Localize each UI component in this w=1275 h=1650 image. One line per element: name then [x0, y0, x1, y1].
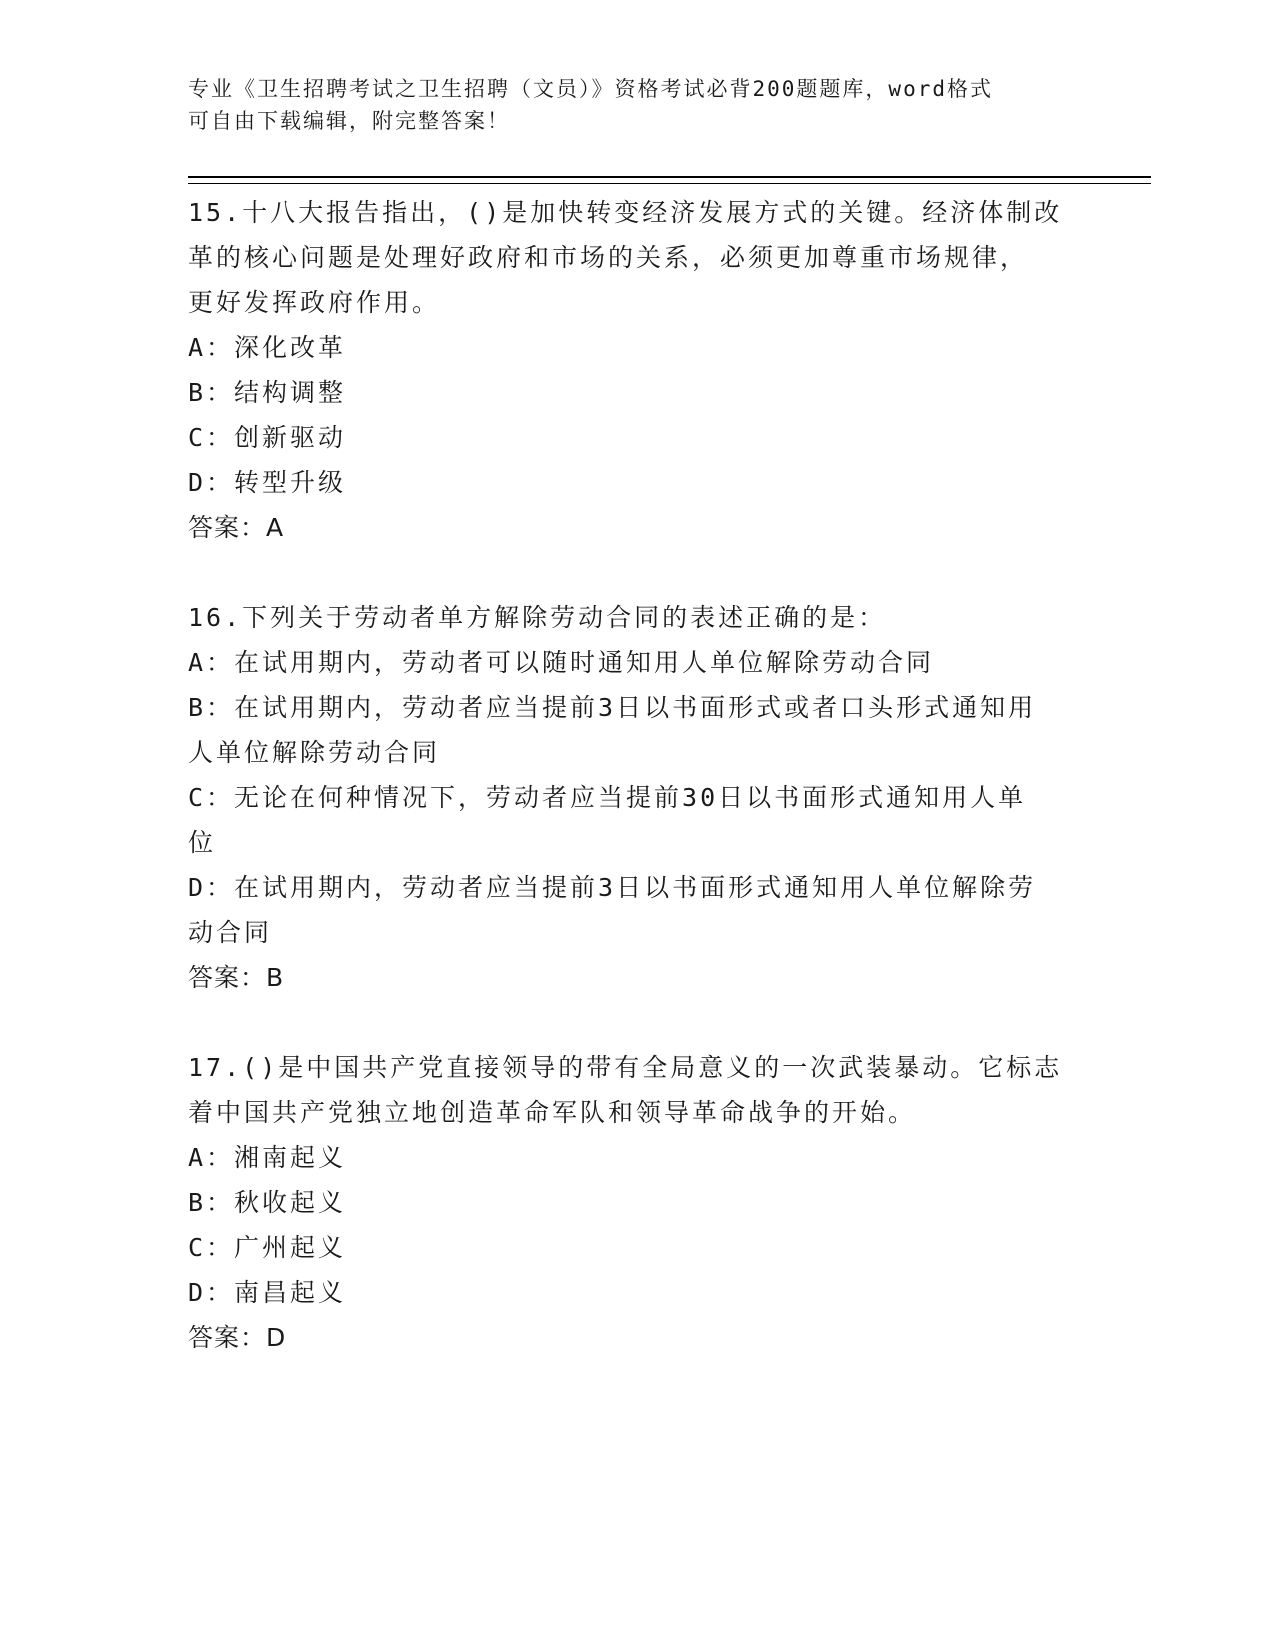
- answer-option-line: B：结构调整: [188, 378, 347, 407]
- answer-option-line: C：广州起义: [188, 1233, 347, 1262]
- question-stem-line: 16.下列关于劳动者单方解除劳动合同的表述正确的是：: [188, 603, 887, 632]
- question-block: [188, 1045, 1088, 1360]
- answer-option-line: D：在试用期内，劳动者应当提前3日以书面形式通知用人单位解除劳: [188, 873, 1037, 902]
- header-subtitle-line: 可自由下载编辑，附完整答案！: [188, 109, 510, 133]
- question-stem-line: 17.()是中国共产党直接领导的带有全局意义的一次武装暴动。它标志: [188, 1053, 1063, 1082]
- answer-option-line: A：湘南起义: [188, 1143, 347, 1172]
- question-stem-line: 15.十八大报告指出，()是加快转变经济发展方式的关键。经济体制改: [188, 198, 1063, 227]
- answer-option-line: A：在试用期内，劳动者可以随时通知用人单位解除劳动合同: [188, 648, 935, 677]
- answer-option-line: 动合同: [188, 918, 273, 947]
- answer-option-line: C：创新驱动: [188, 423, 347, 452]
- answer-option-line: 位: [188, 828, 217, 857]
- answer-option-line: D：南昌起义: [188, 1278, 347, 1307]
- answer-option-line: 人单位解除劳动合同: [188, 738, 441, 767]
- answer-option-line: D：转型升级: [188, 468, 347, 497]
- answer-option-line: A：深化改革: [188, 333, 347, 362]
- header-divider-thin: [188, 183, 1151, 184]
- document-header: [188, 73, 1088, 137]
- question-block: [188, 595, 1088, 1000]
- question-stem-line: 更好发挥政府作用。: [188, 288, 441, 317]
- correct-answer: 答案：D: [188, 1323, 287, 1352]
- question-list: [188, 190, 1088, 1405]
- question-stem-line: 革的核心问题是处理好政府和市场的关系，必须更加尊重市场规律，: [188, 243, 1029, 272]
- correct-answer: 答案：B: [188, 963, 285, 992]
- correct-answer: 答案：A: [188, 513, 285, 542]
- answer-option-line: C：无论在何种情况下，劳动者应当提前30日以书面形式通知用人单: [188, 783, 1027, 812]
- header-title-line: 专业《卫生招聘考试之卫生招聘（文员）》资格考试必背200题题库，word格式: [188, 77, 993, 101]
- header-divider-thick: [188, 176, 1151, 178]
- answer-option-line: B：在试用期内，劳动者应当提前3日以书面形式或者口头形式通知用: [188, 693, 1037, 722]
- question-block: [188, 190, 1088, 550]
- question-stem-line: 着中国共产党独立地创造革命军队和领导革命战争的开始。: [188, 1098, 917, 1127]
- answer-option-line: B：秋收起义: [188, 1188, 347, 1217]
